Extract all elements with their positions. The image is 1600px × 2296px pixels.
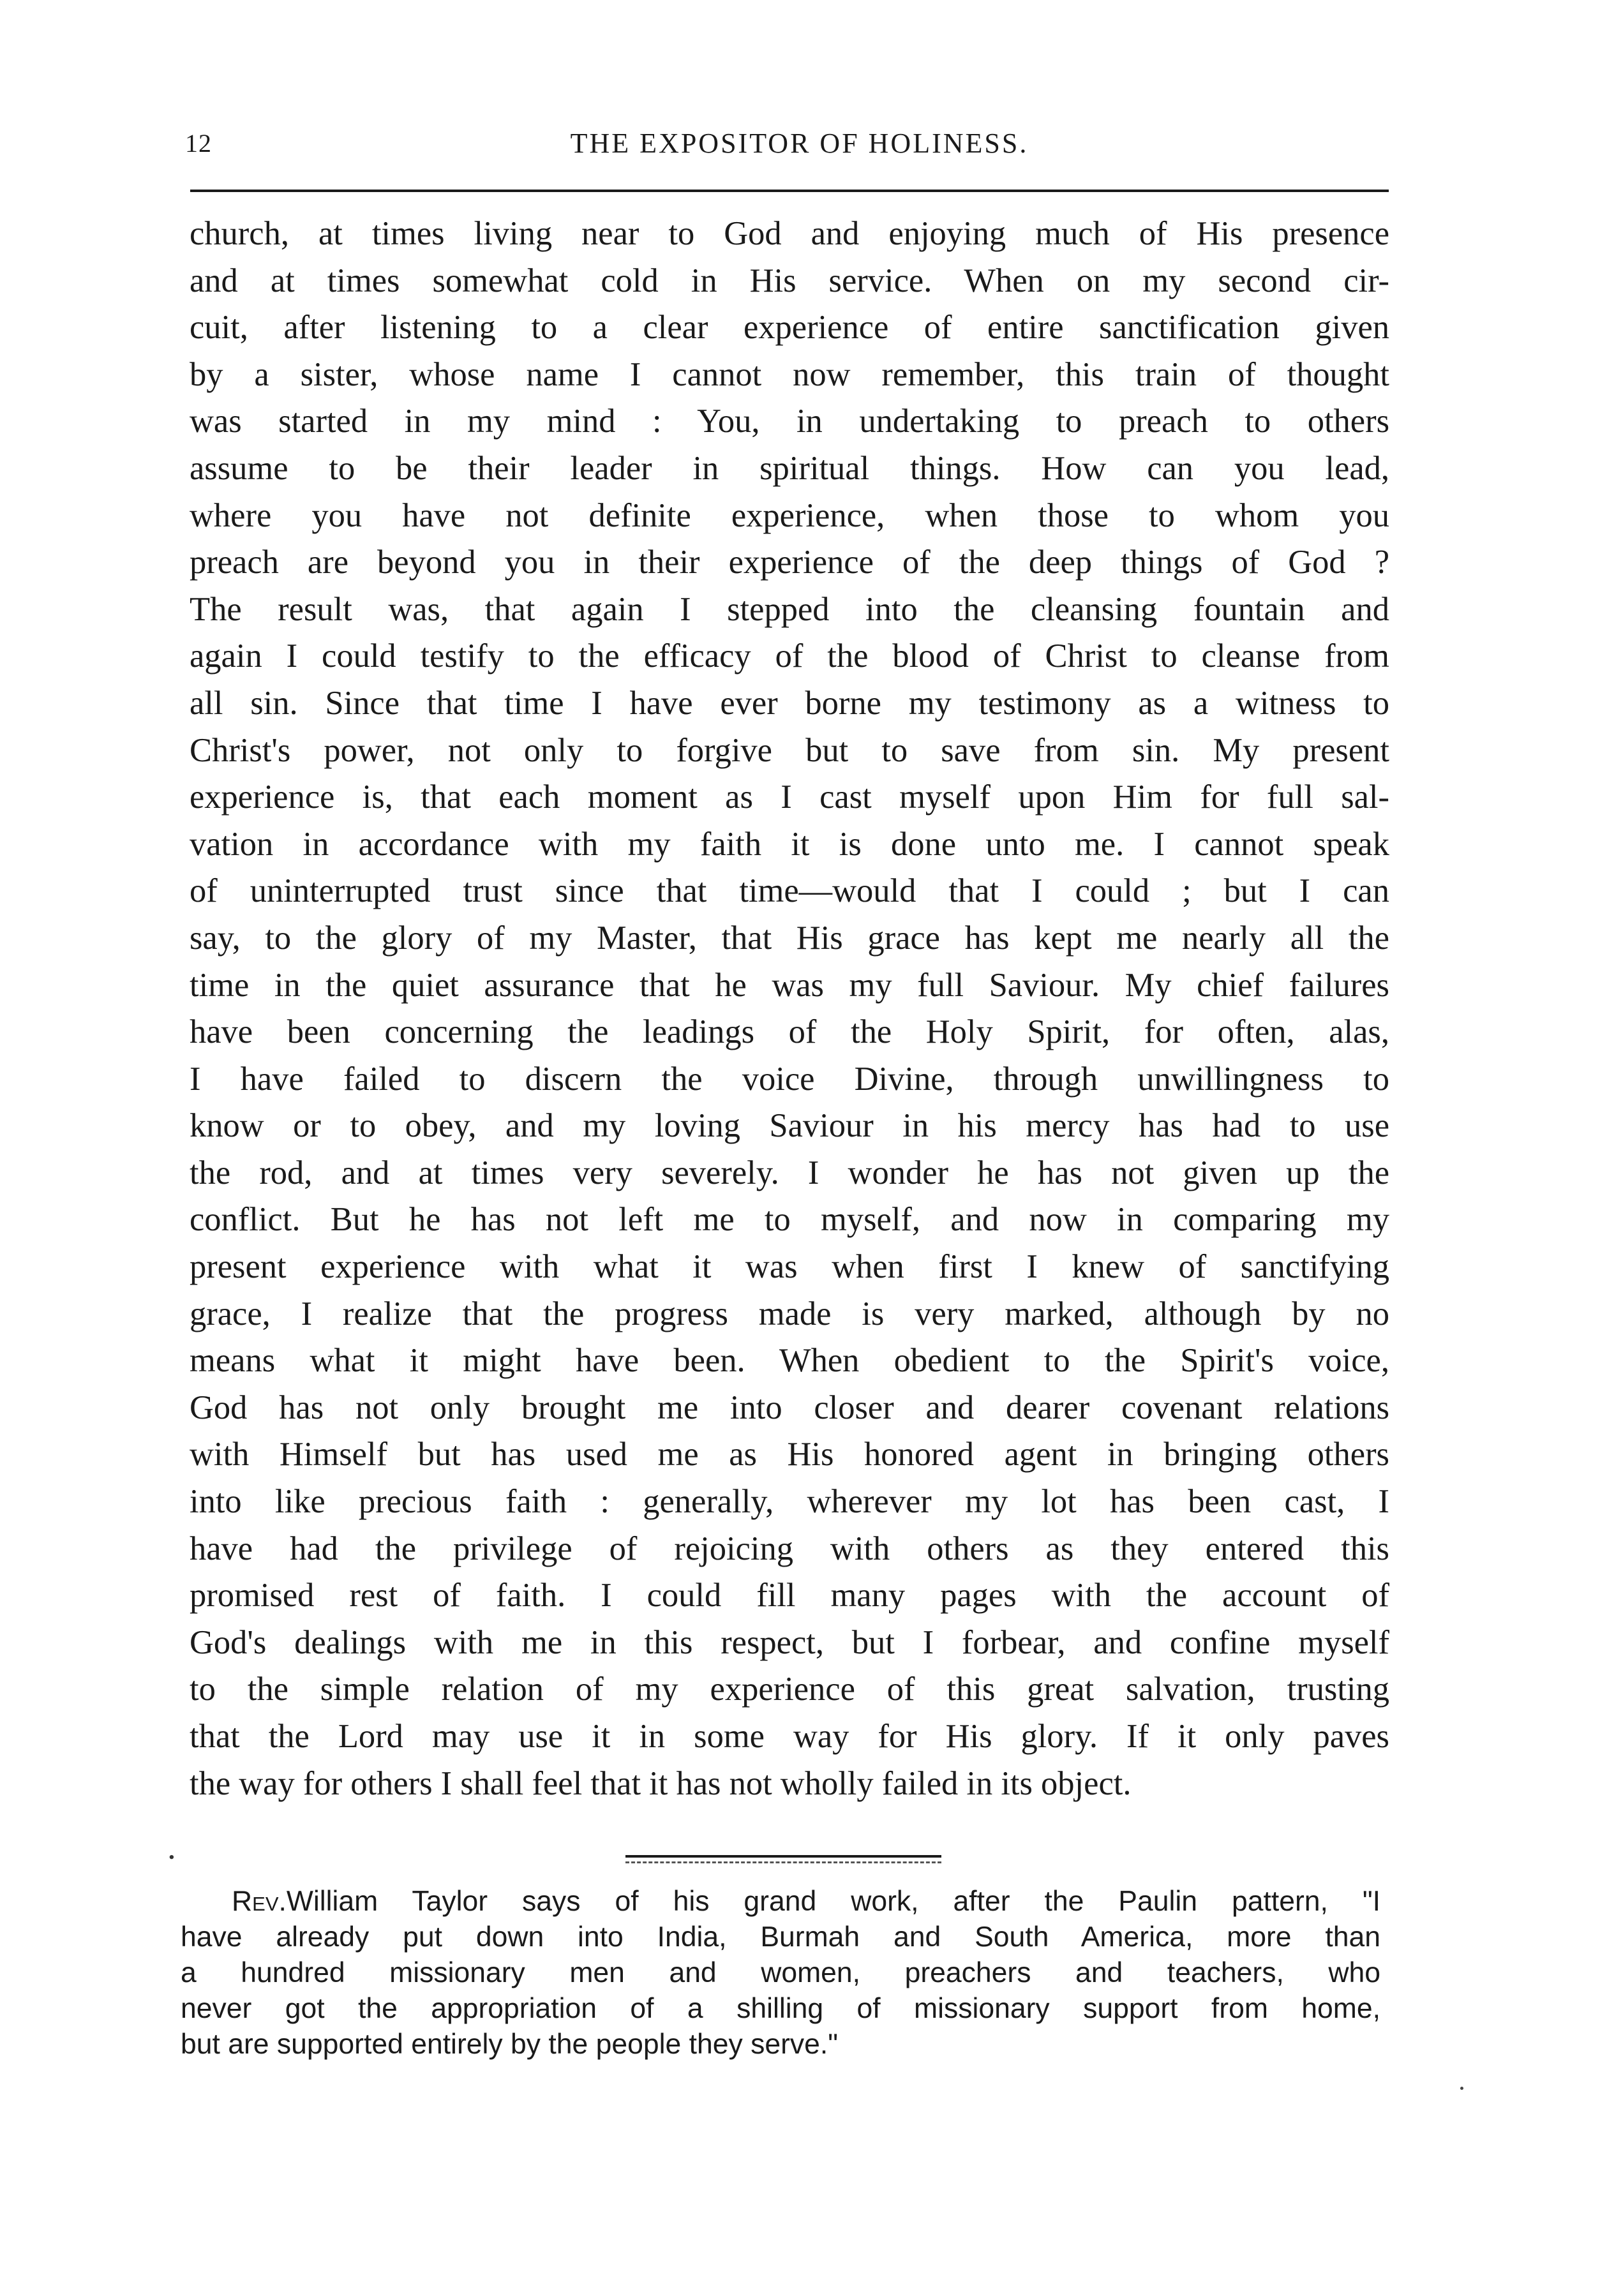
text-line: that the Lord may use it in some way for His glory. If it only paves [190, 1718, 1389, 1755]
text-line: with Himself but has used me as His honored agent in bringing others [190, 1436, 1389, 1473]
running-title: THE EXPOSITOR OF HOLINESS. [570, 128, 1029, 159]
note-line: have already put down into India, Burmah and South America, more than [181, 1921, 1380, 1953]
text-line: cuit, after listening to a clear experience of entire sanctification given [190, 309, 1389, 347]
closing-note [181, 1884, 1380, 2062]
text-line: vation in accordance with my faith it is done unto me. I cannot speak [190, 825, 1389, 863]
note-line-text: William Taylor says of his grand work, after the Paulin pattern, "I [286, 1886, 1380, 1917]
text-line: and at times somewhat cold in His service. When on my second cir- [190, 262, 1389, 299]
text-line: have had the privilege of rejoicing with others as they entered this [190, 1530, 1389, 1567]
note-line [181, 1884, 1380, 1920]
text-line: into like precious faith : generally, wherever my lot has been cast, I [190, 1483, 1389, 1521]
body-paragraph [190, 211, 1389, 1807]
text-line: Christ's power, not only to forgive but to save from sin. My present [190, 731, 1389, 769]
text-line: grace, I realize that the progress made is very marked, although by no [190, 1295, 1389, 1332]
text-line: time in the quiet assurance that he was my full Saviour. My chief failures [190, 966, 1389, 1004]
text-line: assume to be their leader in spiritual things. How can you lead, [190, 449, 1389, 487]
text-line: to the simple relation of my experience of this great salvation, trusting [190, 1671, 1389, 1708]
section-divider [625, 1855, 941, 1858]
stray-print-dot [1460, 2087, 1463, 2090]
text-line: I have failed to discern the voice Divine, through unwillingness to [190, 1060, 1389, 1098]
text-line: present experience with what it was when first I knew of sanctifying [190, 1248, 1389, 1286]
text-line: the rod, and at times very severely. I wonder he has not given up the [190, 1154, 1389, 1191]
text-line: The result was, that again I stepped into the cleansing fountain and [190, 590, 1389, 628]
note-line: a hundred missionary men and women, preachers and teachers, who [181, 1957, 1380, 1988]
text-line: say, to the glory of my Master, that His grace has kept me nearly all the [190, 919, 1389, 957]
text-line: the way for others I shall feel that it has not wholly failed in its object. [190, 1764, 1132, 1802]
text-line: conflict. But he has not left me to myself, and now in comparing my [190, 1201, 1389, 1239]
page-header [185, 124, 1388, 169]
text-line: promised rest of faith. I could fill many pages with the account of [190, 1577, 1389, 1614]
note-line: but are supported entirely by the people they serve." [181, 2029, 839, 2060]
text-line: all sin. Since that time I have ever borne my testimony as a witness to [190, 684, 1389, 722]
text-line: of uninterrupted trust since that time—would that I could ; but I can [190, 872, 1389, 910]
text-line: know or to obey, and my loving Saviour in his mercy has had to use [190, 1107, 1389, 1145]
text-line: church, at times living near to God and enjoying much of His presence [190, 215, 1389, 252]
text-line: preach are beyond you in their experience of the deep things of God ? [190, 544, 1389, 581]
header-rule [190, 190, 1389, 192]
text-line: means what it might have been. When obedient to the Spirit's voice, [190, 1342, 1389, 1380]
text-line: again I could testify to the efficacy of the blood of Christ to cleanse from [190, 637, 1389, 675]
note-lead: Rev. [232, 1886, 287, 1917]
stray-print-mark: ∙ [167, 1849, 176, 1865]
text-line: by a sister, whose name I cannot now remember, this train of thought [190, 355, 1389, 393]
text-line: where you have not definite experience, when those to whom you [190, 496, 1389, 534]
text-line: have been concerning the leadings of the Holy Spirit, for often, alas, [190, 1013, 1389, 1051]
text-line: was started in my mind : You, in undertaking to preach to others [190, 403, 1389, 440]
text-line: God's dealings with me in this respect, but I forbear, and confine myself [190, 1623, 1389, 1661]
section-divider-dashes [625, 1861, 941, 1863]
note-line: never got the appropriation of a shilling of missionary support from home, [181, 1993, 1380, 2024]
page-number: 12 [185, 129, 212, 158]
text-line: God has not only brought me into closer and dearer covenant relations [190, 1389, 1389, 1426]
text-line: experience is, that each moment as I cast myself upon Him for full sal- [190, 779, 1389, 816]
